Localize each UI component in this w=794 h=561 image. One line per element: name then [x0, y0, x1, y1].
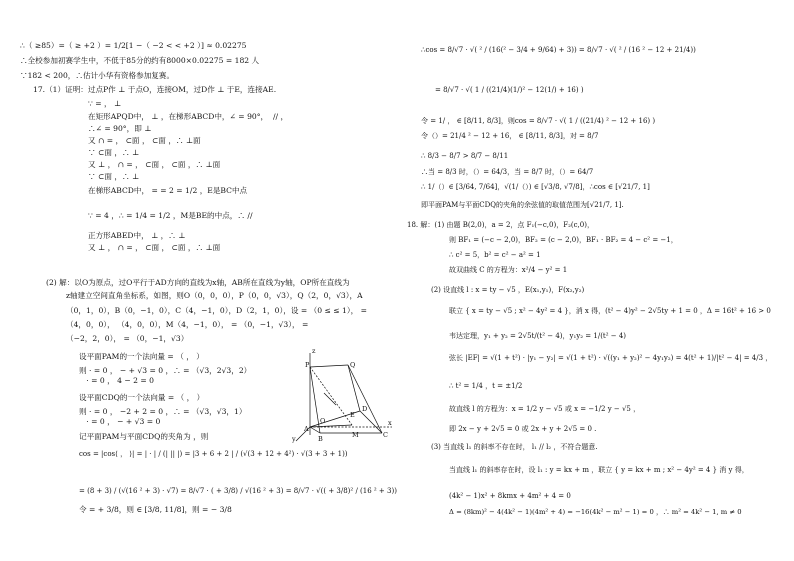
text-line: 故直线 l 的方程为：x = 1/2 y − √5 或 x = −1/2 y − √5 ， [449, 405, 641, 413]
text-line: 令 = 1/ ， ∈ [8/11, 8/3]，则cos = 8/√7 · √( 1 / ((21/4) ² − 12 + 16) ) [421, 117, 656, 125]
text-line: 设平面CDQ的一个法向量 = （ ， ） [79, 393, 205, 402]
label-d: D [362, 405, 368, 413]
text-line: 在梯形ABCD中， = = 2 = 1/2 ，E是BC中点 [88, 186, 248, 195]
text-line: ∴当 = 8/3 时，（）= 64/3，当 = 8/7 时，（）= 64/7 [421, 168, 594, 176]
label-e: E [350, 411, 355, 419]
text-line: 联立 { x = ty − √5 ; x² − 4y² = 4 }，消 x 得，(t² − 4)y² − 2√5ty + 1 = 0 ，Δ = 16t² + 16 > 0 [449, 307, 771, 315]
text-line: (3) 当直线 l₁ 的斜率不存在时， l₁ // l₂ ，不符合题意. [431, 443, 598, 451]
text-line: （−2，2，0）， = （0，−1，√3） [66, 334, 189, 343]
text-line: 正方形ABED中， ⊥ ，∴ ⊥ [88, 231, 186, 240]
text-line: ∴（ ≥85）=（ ≥ +2 ）= 1/2[1 −（ −2 < < +2 ）] ≈ 0.02275 [20, 41, 247, 50]
label-o: O [320, 417, 326, 425]
label-c: C [383, 431, 388, 439]
label-q: Q [350, 361, 356, 369]
text-line: （4，0，0）， （4，0，0），M（4，−1，0）， = （0，−1，√3）， = [66, 320, 309, 329]
geometry-figure [290, 345, 395, 445]
label-z: z [312, 347, 316, 355]
text-line: 又 ∩ = ， ⊂面 ， ⊂面 ，∴ ⊥面 [88, 136, 201, 145]
text-line: ∴ 1/（）∈ [3/64, 7/64]，√(1/（）) ∈ [√3/8, √7/8]，∴cos ∈ [√21/7, 1] [421, 183, 650, 191]
text-line: 令 = + 3/8，则 ∈ [3/8, 11/8]，则 = − 3/8 [79, 505, 232, 514]
text-line: · = 0 ， 4 − 2 = 0 [79, 376, 154, 385]
text-line: 故双曲线 C 的方程为：x²/4 − y² = 1 [449, 266, 568, 274]
text-line: z轴建立空间直角坐标系，如图，则O（0，0，0），P（0，0，√3），Q（2，0，√3），A [66, 291, 363, 300]
text-line: ∴ c² = 5，b² = c² − a² = 1 [449, 251, 541, 259]
text-line: 则 · = 0 ， − + √3 = 0 ，∴ = （√3，2√3，2） [79, 366, 252, 375]
text-line: 则 BF₁ = (−c − 2,0)，BF₂ = (c − 2,0)，BF₁ · BF₂ = 4 − c² = −1， [449, 236, 678, 244]
text-line: 弦长 |EF| = √(1 + t²) · |y₁ − y₂| = √(1 + t²) · √((y₁ + y₂)² − 4y₁y₂) = 4(t² + 1)/|t² − 4| = 4/3 ， [449, 354, 773, 362]
text-line: 又 ⊥ ， ∩ = ， ⊂面 ， ⊂面 ，∴ ⊥面 [88, 160, 221, 169]
text-line: ∵ ⊂面 ，∴ ⊥ [88, 148, 140, 157]
text-line: ∴全校参加初赛学生中，不低于85分的约有8000×0.02275 = 182 人 [20, 56, 260, 65]
label-a: A [304, 425, 309, 433]
text-line: ∵ ⊂面 ，∴ ⊥ [88, 172, 140, 181]
text-line: (4k² − 1)x² + 8kmx + 4m² + 4 = 0 [449, 492, 571, 500]
text-line: 则 · = 0 ， −2 + 2 = 0 ，∴ = （√3，√3，1） [79, 407, 247, 416]
text-line: 韦达定理，y₁ + y₂ = 2√5t/(t² − 4)，y₁y₂ = 1/(t² − 4) [449, 332, 627, 340]
label-b: B [318, 435, 323, 443]
text-line: = 8/√7 · √( 1 / ((21/4)(1/)² − 12(1/) + 16) ) [435, 86, 584, 94]
text-line: · = 0 ， − + √3 = 0 [79, 417, 161, 426]
text-line: 又 ⊥ ， ∩ = ， ⊂面 ， ⊂面 ，∴ ⊥面 [88, 243, 221, 252]
label-p: P [305, 361, 310, 369]
text-line: 即平面PAM与平面CDQ的夹角的余弦值的取值范围为[√21/7, 1]. [421, 201, 624, 209]
text-line: ∴ 8/3 − 8/7 > 8/7 − 8/11 [421, 152, 509, 160]
label-x: x [388, 419, 392, 427]
text-line: ∴cos = 8/√7 · √( ² / (16(² − 3/4 + 9/64) + 3)) = 8/√7 · √( ² / (16 ² − 12 + 21/4)) [421, 46, 696, 54]
text-line: (2) 解：以O为原点，过O平行于AD方向的直线为x轴，AB所在直线为y轴，OP所在直线为 [46, 278, 350, 287]
text-line: 记平面PAM与平面CDQ的夹角为 ，则 [79, 432, 209, 441]
text-line: （0，1，0），B（0，−1，0），C（4，−1，0），D（2，1，0），设 = （0 ≤ ≤ 1）， = [66, 306, 368, 315]
text-line: 设平面PAM的一个法向量 = （ ， ） [79, 352, 204, 361]
text-line: cos = |cos⟨ ， ⟩| = | · | / (| || |) = |3 + 6 + 2 | / (√(3 + 12 + 4²) · √(3 + 3 + 1)) [79, 450, 348, 458]
text-line: ∴∠ = 90°，即 ⊥ [88, 124, 152, 133]
label-m: M [352, 431, 359, 439]
label-y: y [292, 435, 296, 443]
text-line: = (8 + 3) / (√(16 ² + 3) · √7) = 8/√7 · ( + 3/8) / √(16 ² + 3) = 8/√7 · √(( + 3/8)² / (16 ² + 3)) [79, 487, 397, 495]
right-column [397, 0, 794, 561]
text-line: 当直线 l₁ 的斜率存在时，设 l₁ : y = kx + m ，联立 { y = kx + m ; x² − 4y² = 4 } 消 y 得， [449, 466, 749, 474]
text-line: (2) 设直线 l : x = ty − √5 ，E(x₁,y₁)，F(x₂,y₂) [431, 286, 585, 294]
text-line: ∵182 < 200，∴估计小华有资格参加复赛。 [20, 71, 175, 80]
text-line: Δ = (8km)² − 4(4k² − 1)(4m² + 4) = −16(4k² − m² − 1) = 0 ，∴ m² = 4k² − 1, m ≠ 0 [449, 508, 742, 516]
text-line: 令（）= 21/4 ² − 12 + 16， ∈ [8/11, 8/3]，对 = 8/7 [421, 132, 599, 140]
text-line: ∵ = ， ⊥ [88, 99, 122, 108]
text-line: ∵ = 4 ，∴ = 1/4 = 1/2 ，M是BE的中点，∴ // [88, 211, 253, 220]
text-line: 17.（1）证明：过点P作 ⊥ 于点O，连接OM，过D作 ⊥ 于E，连接AE. [33, 85, 277, 94]
text-line: 在矩形APQD中， ⊥ ，在梯形ABCD中，∠ = 90°， // ， [88, 112, 289, 121]
text-line: 18. 解：(1) 由题 B(2,0)，a = 2，点 F₁(−c,0)，F₂(c,0)， [407, 221, 594, 229]
text-line: 即 2x − y + 2√5 = 0 或 2x + y + 2√5 = 0 . [449, 425, 597, 433]
text-line: ∴ t² = 1/4 ，t = ±1/2 [449, 382, 523, 390]
